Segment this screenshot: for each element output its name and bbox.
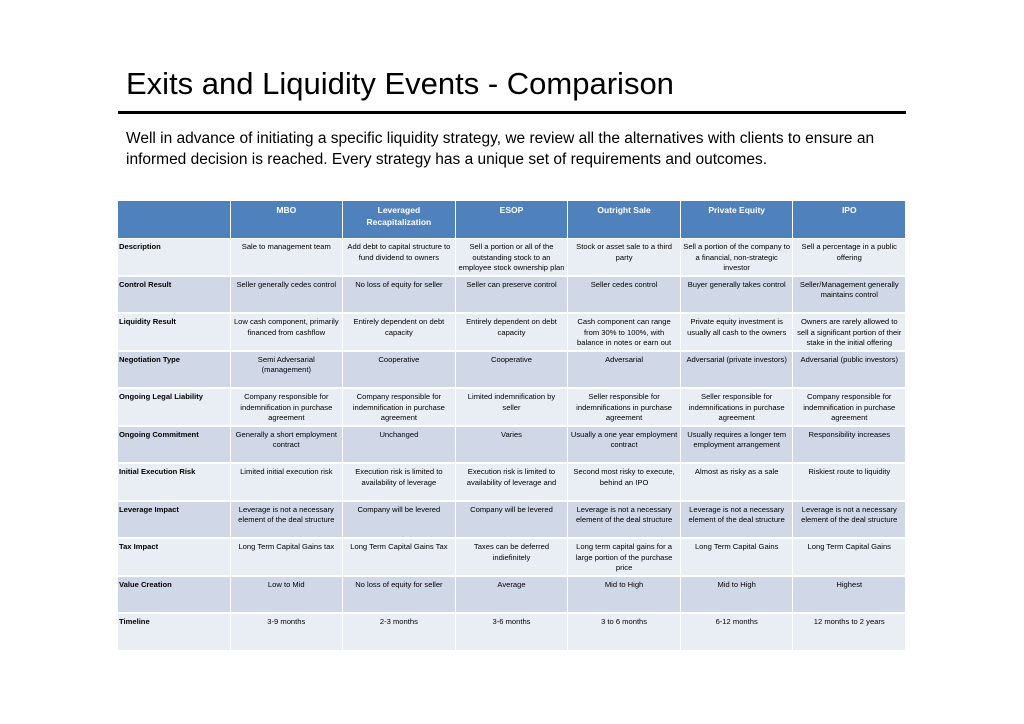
table-row [118, 388, 906, 426]
row-label: Timeline [118, 613, 230, 651]
table-row [118, 463, 906, 501]
table-cell: Company will be levered [343, 501, 456, 539]
table-cell: Usually requires a longer tem employment arrangement [680, 426, 793, 464]
table-cell: Stock or asset sale to a third party [568, 239, 681, 276]
row-label: Control Result [118, 276, 230, 314]
table-cell: 3-9 months [230, 613, 343, 651]
column-header-outright-sale: Outright Sale [568, 201, 681, 239]
table-cell: Cooperative [343, 351, 456, 389]
table-cell: 12 months to 2 years [793, 613, 906, 651]
table-cell: Company will be levered [455, 501, 568, 539]
table-cell: Semi Adversarial (management) [230, 351, 343, 389]
table-cell: No loss of equity for seller [343, 576, 456, 614]
table-cell: 3-6 months [455, 613, 568, 651]
table-cell: Private equity investment is usually all cash to the owners [680, 313, 793, 351]
table-cell: Cash component can range from 30% to 100%, with balance in notes or earn out [568, 313, 681, 351]
table-cell: Entirely dependent on debt capacity [455, 313, 568, 351]
table-cell: Seller responsible for indemnifications in purchase agreement [568, 388, 681, 426]
table-cell: Responsibility increases [793, 426, 906, 464]
table-cell: Taxes can be deferred indiefinitely [455, 538, 568, 576]
table-cell: Seller responsible for indemnifications in purchase agreement [680, 388, 793, 426]
table-cell: 6-12 months [680, 613, 793, 651]
table-cell: Company responsible for indemnification in purchase agreement [343, 388, 456, 426]
table-cell: Adversarial (private investors) [680, 351, 793, 389]
table-row [118, 426, 906, 464]
table-cell: Seller generally cedes control [230, 276, 343, 314]
table-cell: 2-3 months [343, 613, 456, 651]
table-cell: Cooperative [455, 351, 568, 389]
table-cell: Sell a portion of the company to a financial, non-strategic investor [680, 239, 793, 276]
table-cell: Add debt to capital structure to fund dividend to owners [343, 239, 456, 276]
table-row [118, 239, 906, 276]
column-header [118, 201, 230, 239]
row-label: Leverage Impact [118, 501, 230, 539]
table-cell: Execution risk is limited to availability of leverage and [455, 463, 568, 501]
table-cell: Riskiest route to liquidity [793, 463, 906, 501]
table-cell: Unchanged [343, 426, 456, 464]
table-cell: Almost as risky as a sale [680, 463, 793, 501]
table-cell: Execution risk is limited to availability of leverage [343, 463, 456, 501]
table-cell: Entirely dependent on debt capacity [343, 313, 456, 351]
intro-paragraph: Well in advance of initiating a specific liquidity strategy, we review all the alternatives with clients to ensure an informed decision is reached. Every strategy has a unique set of requirements and outcomes. [126, 130, 875, 168]
row-label: Value Creation [118, 576, 230, 614]
table-cell: Limited initial execution risk [230, 463, 343, 501]
row-label: Ongoing Legal Liability [118, 388, 230, 426]
table-cell: Leverage is not a necessary element of the deal structure [793, 501, 906, 539]
table-row [118, 276, 906, 314]
table-cell: Adversarial [568, 351, 681, 389]
row-label: Tax Impact [118, 538, 230, 576]
column-header-leveraged-recap: Leveraged Recapitalization [343, 201, 456, 239]
table-cell: Low to Mid [230, 576, 343, 614]
table-cell: Seller/Management generally maintains control [793, 276, 906, 314]
table-cell: Owners are rarely allowed to sell a significant portion of their stake in the initial offering [793, 313, 906, 351]
table-row [118, 613, 906, 651]
table-cell: Low cash component, primarily financed from cashflow [230, 313, 343, 351]
table-cell: Sell a percentage in a public offering [793, 239, 906, 276]
table-cell: Mid to High [680, 576, 793, 614]
row-label: Negotiation Type [118, 351, 230, 389]
table-cell: Leverage is not a necessary element of the deal structure [568, 501, 681, 539]
column-header-ipo: IPO [793, 201, 906, 239]
table-cell: Usually a one year employment contract [568, 426, 681, 464]
table-cell: Long term capital gains for a large portion of the purchase price [568, 538, 681, 576]
row-label: Ongoing Commitment [118, 426, 230, 464]
table-cell: Seller can preserve control [455, 276, 568, 314]
row-label: Initial Execution Risk [118, 463, 230, 501]
table-cell: Generally a short employment contract [230, 426, 343, 464]
page-title: Exits and Liquidity Events - Comparison [126, 66, 674, 101]
table-row [118, 313, 906, 351]
table-cell: Sale to management team [230, 239, 343, 276]
table-cell: Long Term Capital Gains Tax [343, 538, 456, 576]
table-cell: Adversarial (public investors) [793, 351, 906, 389]
column-header-private-equity: Private Equity [680, 201, 793, 239]
table-cell: Varies [455, 426, 568, 464]
table-cell: 3 to 6 months [568, 613, 681, 651]
table-cell: Long Term Capital Gains [793, 538, 906, 576]
table-cell: Long Term Capital Gains tax [230, 538, 343, 576]
column-header-esop: ESOP [455, 201, 568, 239]
table-cell: Leverage is not a necessary element of the deal structure [680, 501, 793, 539]
table-row [118, 501, 906, 539]
table-cell: Limited indemnification by seller [455, 388, 568, 426]
comparison-table [118, 201, 906, 652]
table-header-row [118, 201, 906, 239]
table-cell: Company responsible for indemnification in purchase agreement [230, 388, 343, 426]
table-cell: No loss of equity for seller [343, 276, 456, 314]
table-cell: Company responsible for indemnification in purchase agreement [793, 388, 906, 426]
row-label: Liquidity Result [118, 313, 230, 351]
table-cell: Leverage is not a necessary element of the deal structure [230, 501, 343, 539]
table-cell: Long Term Capital Gains [680, 538, 793, 576]
table-cell: Sell a portion or all of the outstanding stock to an employee stock ownership plan [455, 239, 568, 276]
table-cell: Highest [793, 576, 906, 614]
table-cell: Buyer generally takes control [680, 276, 793, 314]
table-row [118, 576, 906, 614]
title-divider [118, 111, 906, 114]
row-label: Description [118, 239, 230, 276]
table-cell: Seller cedes control [568, 276, 681, 314]
table-row [118, 538, 906, 576]
table-row [118, 351, 906, 389]
column-header-mbo: MBO [230, 201, 343, 239]
table-cell: Average [455, 576, 568, 614]
table-cell: Mid to High [568, 576, 681, 614]
table-cell: Second most risky to execute, behind an IPO [568, 463, 681, 501]
